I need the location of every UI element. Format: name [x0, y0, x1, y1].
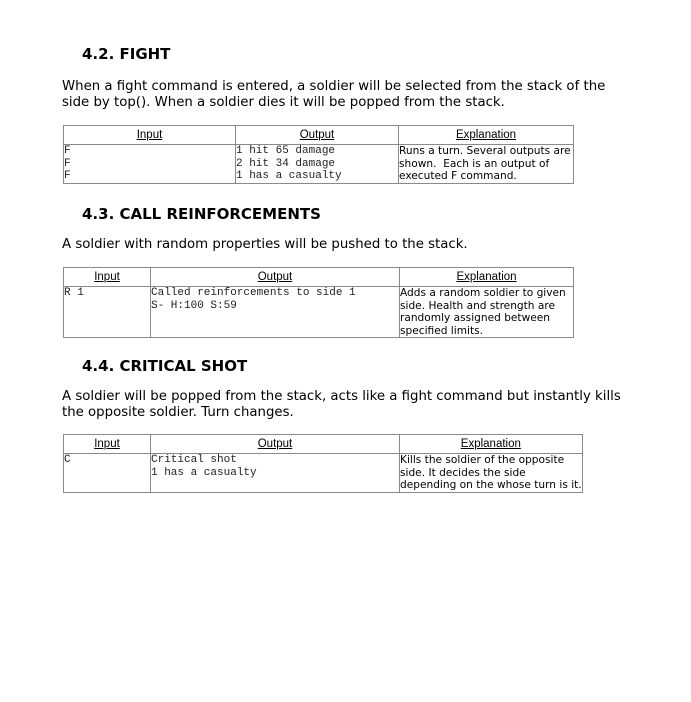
- column-header-output: Output: [151, 268, 400, 287]
- fight-command-table: [63, 125, 574, 184]
- explanation-line: randomly assigned between: [400, 312, 550, 325]
- input-cell: [64, 145, 236, 184]
- output-cell: [151, 287, 400, 338]
- section-heading-call-reinforcements: 4.3. CALL REINFORCEMENTS: [82, 205, 321, 223]
- output-cell: [236, 145, 399, 184]
- input-cell: [64, 454, 151, 493]
- explanation-line: Runs a turn. Several outputs are: [399, 145, 571, 157]
- table-header-row: [64, 435, 583, 454]
- column-header-input: Input: [64, 435, 151, 454]
- output-line: 1 has a casualty: [236, 170, 342, 182]
- column-header-input: Input: [64, 268, 151, 287]
- section-paragraph-fight: When a fight command is entered, a soldier will be selected from the stack of the side by top(). When a soldier dies it will be popped from the stack.: [62, 79, 606, 110]
- input-line: C: [64, 454, 71, 466]
- output-line: 1 hit 65 damage: [236, 145, 336, 157]
- input-line: R 1: [64, 287, 84, 299]
- explanation-line: Kills the soldier of the opposite: [400, 454, 565, 466]
- input-line: F: [64, 157, 71, 170]
- input-line: F: [64, 145, 71, 157]
- explanation-line: side. It decides the side: [400, 466, 526, 479]
- column-header-explanation: Explanation: [400, 435, 583, 454]
- call-reinforcements-table: [63, 267, 574, 338]
- output-line: S- H:100 S:59: [151, 299, 237, 312]
- output-cell: [151, 454, 400, 493]
- explanation-line: executed F command.: [399, 170, 517, 183]
- section-paragraph-critical-shot: A soldier will be popped from the stack, acts like a fight command but instantly kills the opposite soldier. Turn changes.: [62, 389, 621, 420]
- critical-shot-table: [63, 434, 583, 493]
- output-line: 2 hit 34 damage: [236, 157, 336, 170]
- table-row: [64, 454, 583, 493]
- explanation-cell: [399, 145, 574, 184]
- column-header-output: Output: [236, 126, 399, 145]
- explanation-line: shown. Each is an output of: [399, 157, 550, 170]
- input-cell: [64, 287, 151, 338]
- explanation-line: depending on the whose turn is it.: [400, 479, 582, 492]
- input-line: F: [64, 170, 71, 182]
- table-header-row: [64, 268, 574, 287]
- column-header-output: Output: [151, 435, 400, 454]
- output-line: Called reinforcements to side 1: [151, 287, 356, 299]
- section-heading-critical-shot: 4.4. CRITICAL SHOT: [82, 357, 248, 375]
- explanation-cell: [400, 287, 574, 338]
- table-row: [64, 287, 574, 338]
- explanation-line: Adds a random soldier to given: [400, 287, 566, 299]
- table-row: [64, 145, 574, 184]
- explanation-cell: [400, 454, 583, 493]
- section-heading-fight: 4.2. FIGHT: [82, 45, 171, 63]
- section-paragraph-call-reinforcements: A soldier with random properties will be pushed to the stack.: [62, 237, 468, 252]
- table-header-row: [64, 126, 574, 145]
- column-header-explanation: Explanation: [399, 126, 574, 145]
- column-header-explanation: Explanation: [400, 268, 574, 287]
- output-line: 1 has a casualty: [151, 466, 257, 479]
- explanation-line: side. Health and strength are: [400, 299, 556, 312]
- output-line: Critical shot: [151, 454, 237, 466]
- explanation-line: specified limits.: [400, 324, 484, 337]
- column-header-input: Input: [64, 126, 236, 145]
